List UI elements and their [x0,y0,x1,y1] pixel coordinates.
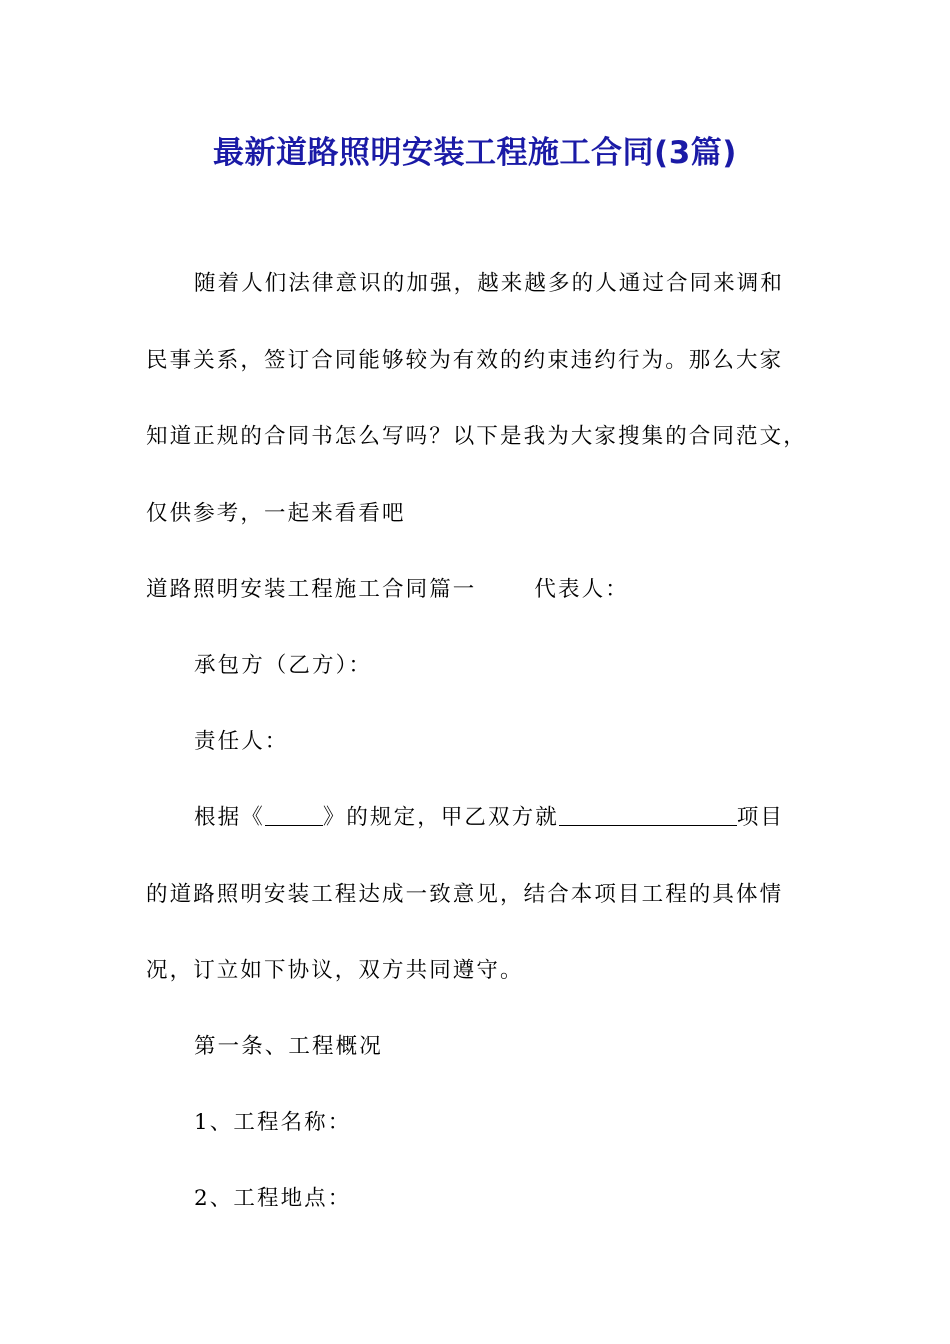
section-heading-row [146,552,806,629]
intro-paragraph [146,246,806,552]
article-1-heading: 第一条、工程概况 [194,1034,383,1059]
basis-paragraph [146,780,806,1010]
representative-label: 代表人： [534,577,629,602]
responsible-row [146,704,806,781]
item-project-name: 1、工程名称： [194,1110,352,1135]
responsible-label: 责任人： [194,729,289,754]
basis-line-1 [146,780,806,857]
basis-line-3: 况，订立如下协议，双方共同遵守。 [146,958,524,983]
basis-prefix: 根据《 [194,805,265,830]
basis-middle: 》的规定，甲乙双方就 [322,805,559,830]
article-1-row [146,1009,806,1086]
project-name-blank [559,805,737,826]
contractor-row [146,628,806,705]
basis-line-2: 的道路照明安装工程达成一致意见，结合本项目工程的具体情 [146,881,784,907]
intro-line-3: 知道正规的合同书怎么写吗？以下是我为大家搜集的合同范文， [146,424,807,449]
law-name-blank [265,805,323,826]
contractor-label: 承包方（乙方）： [194,653,373,678]
intro-line-1: 随着人们法律意识的加强，越来越多的人通过合同来调和 [194,271,785,296]
section-heading: 道路照明安装工程施工合同篇一 [146,577,477,602]
document-title: 最新道路照明安装工程施工合同(3篇) [213,135,737,171]
item-1-row [146,1085,806,1162]
intro-line-2: 民事关系，签订合同能够较为有效的约束违约行为。那么大家 [146,347,784,373]
item-2-row [146,1161,806,1238]
basis-suffix: 项目 [736,805,785,830]
intro-line-4: 仅供参考，一起来看看吧 [146,500,406,526]
item-project-location: 2、工程地点： [194,1186,352,1211]
